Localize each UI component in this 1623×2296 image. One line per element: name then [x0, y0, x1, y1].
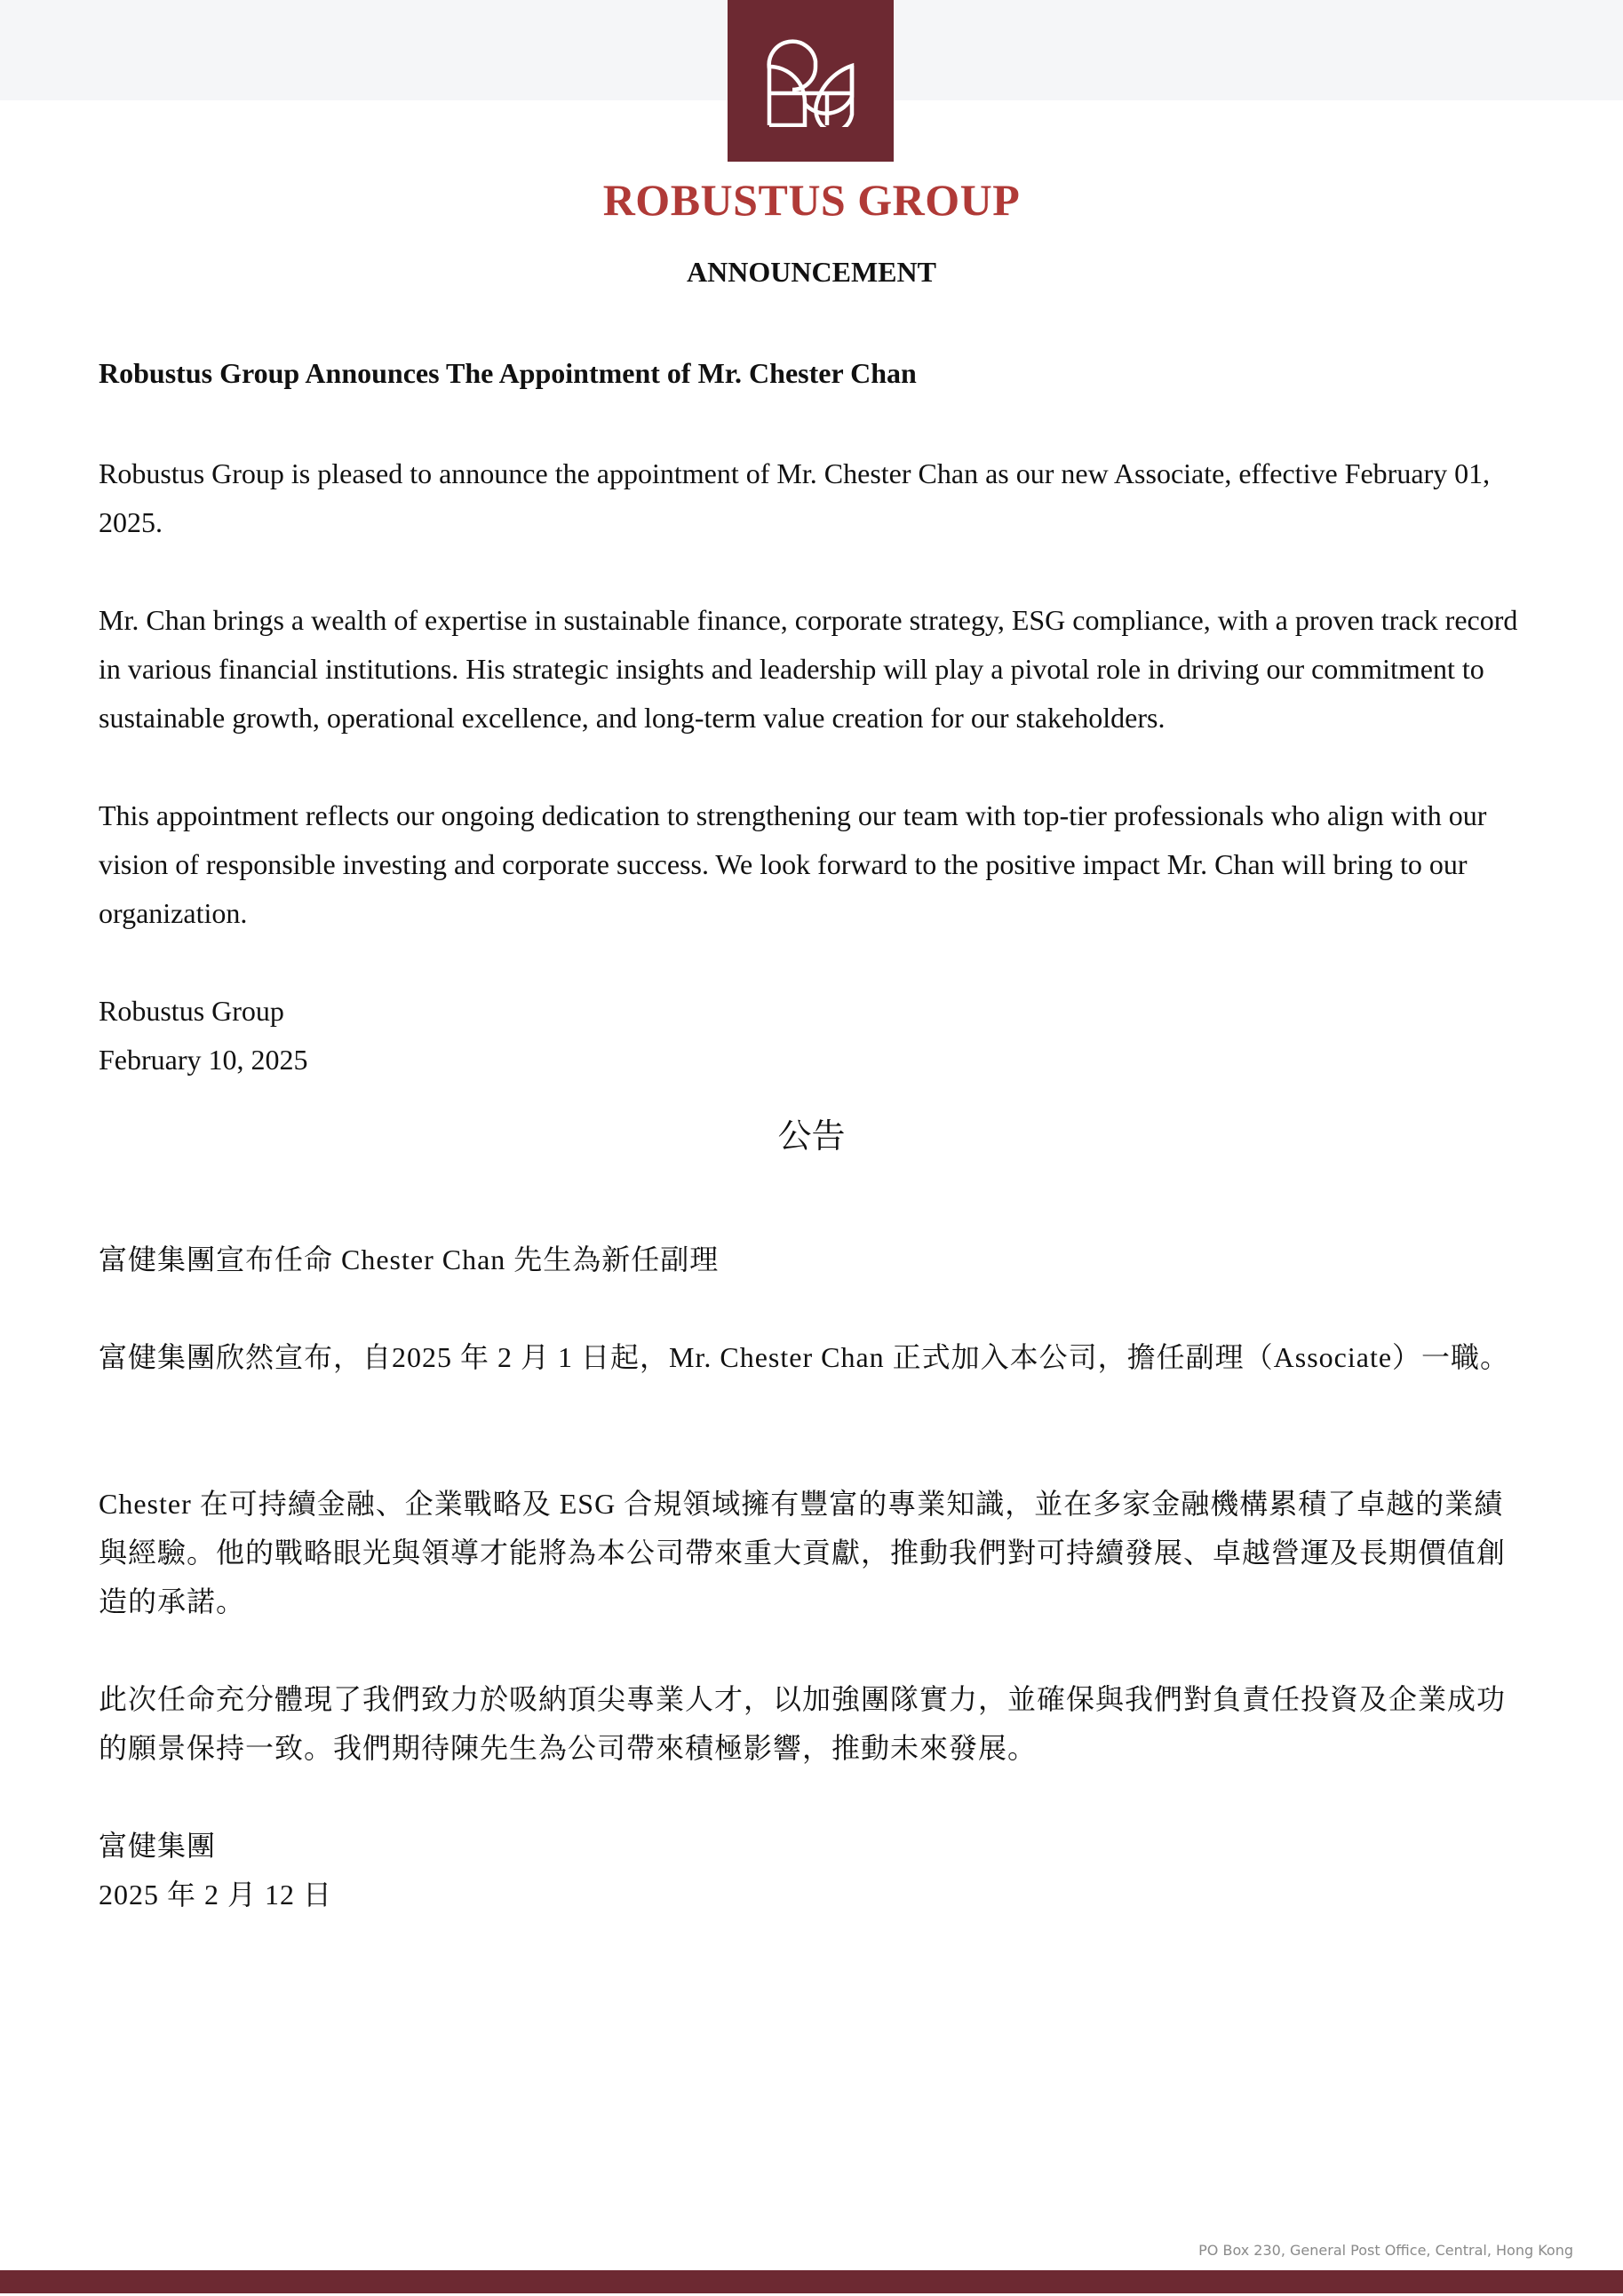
document-type-heading: ANNOUNCEMENT — [687, 256, 936, 288]
paragraph-text: Chester 在可持續金融、企業戰略及 ESG 合規領域擁有豐富的專業知識，並在多家金融機構累積了卓越的業績與經驗。他的戰略眼光與領導才能將為本公司帶來重大貢獻，推動我們對可持續發展、卓越營運及長期價值創造的承諾。 — [99, 1488, 1507, 1617]
paragraph-text: 富健集團欣然宣布，自2025 年 2 月 1 日起，Mr. Chester Chan 正式加入本公司，擔任副理（Associate）一職。 — [99, 1341, 1510, 1373]
footer-bar — [0, 2270, 1623, 2293]
signature: Robustus Group — [99, 995, 284, 1027]
chinese-paragraph-3 — [99, 1675, 1529, 1773]
footer-address: PO Box 230, General Post Office, Central, Hong Kong — [1198, 2242, 1573, 2259]
chinese-signature-block — [99, 1822, 1529, 1919]
paragraph-text: Robustus Group is pleased to announce the appointment of Mr. Chester Chan as our new Associate, effective February 01, 2025. — [99, 457, 1491, 538]
brand-name: ROBUSTUS GROUP — [602, 175, 1021, 225]
paragraph-text: 此次任命充分體現了我們致力於吸納頂尖專業人才，以加強團隊實力，並確保與我們對負責任投資及企業成功的願景保持一致。我們期待陳先生為公司帶來積極影響，推動未來發展。 — [99, 1683, 1507, 1764]
english-paragraph-3 — [99, 791, 1529, 938]
logo — [728, 0, 894, 162]
english-paragraph-2 — [99, 596, 1529, 743]
chinese-title: 富健集團宣布任命 Chester Chan 先生為新任副理 — [99, 1243, 720, 1275]
paragraph-text: Mr. Chan brings a wealth of expertise in sustainable finance, corporate strategy, ESG compliance, with a proven track record in various financial institutions. His strategic insights and leadership will play a pivotal role in driving our commitment to sustainable growth, operational excellence, and long-term value creation for our stakeholders. — [99, 604, 1518, 734]
paragraph-text: This appointment reflects our ongoing dedication to strengthening our team with top-tier professionals who align with our vision of responsible investing and corporate success. We look forward to the positive impact Mr. Chan will bring to our organization. — [99, 799, 1487, 929]
date: 2025 年 2 月 12 日 — [99, 1879, 333, 1911]
english-paragraph-1 — [99, 449, 1529, 547]
english-title: Robustus Group Announces The Appointment of Mr. Chester Chan — [99, 357, 917, 389]
robustus-rf-monogram-icon — [767, 35, 855, 127]
english-signature-block — [99, 987, 1529, 1084]
chinese-paragraph-1 — [99, 1333, 1529, 1382]
date: February 10, 2025 — [99, 1044, 308, 1076]
chinese-paragraph-2 — [99, 1480, 1529, 1626]
chinese-heading: 公告 — [777, 1116, 846, 1156]
signature: 富健集團 — [99, 1830, 217, 1862]
